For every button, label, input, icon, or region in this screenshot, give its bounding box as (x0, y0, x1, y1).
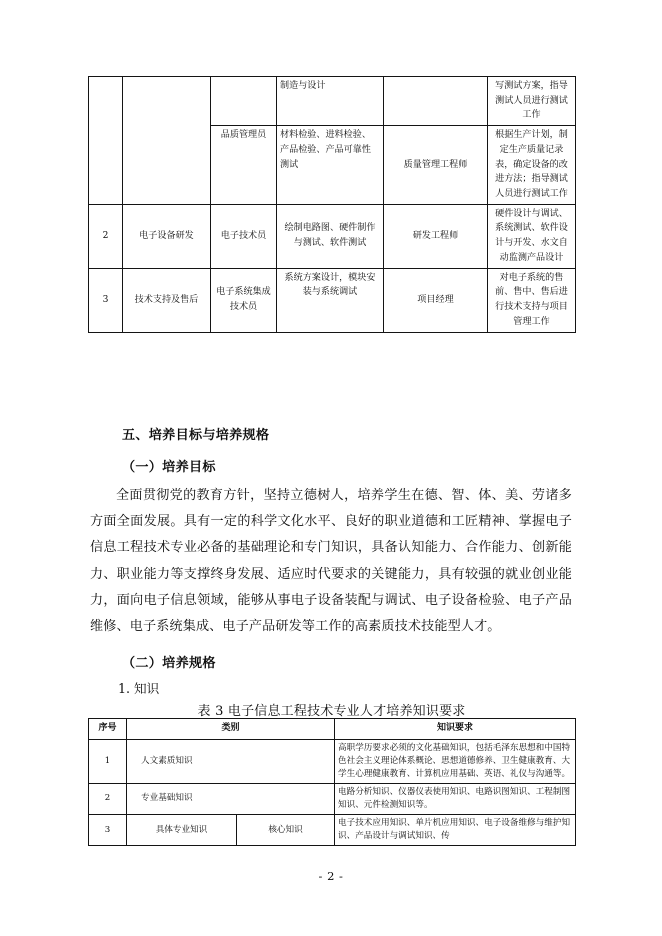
cell-task: 制造与设计 (277, 77, 384, 126)
cell-field (123, 77, 211, 205)
cell-career: 质量管理工程师 (384, 126, 488, 205)
training-objective-paragraph: 全面贯彻党的教育方针，坚持立德树人，培养学生在德、智、体、美、劳诸多方面全面发展。具有一定的科学文化水平、良好的职业道德和工匠精神、掌握电子信息工程技术专业必备的基础理论和专门知识，具备认知能力、合作能力、创新能力、职业能力等支撑终身发展、适应时代要求的关键能力，具有较强的就业创业能力，面向电子信息领域，能够从事电子设备装配与调试、电子设备检验、电子产品维修、电子系统集成、电子产品研发等工作的高素质技术技能型人才。 (90, 488, 572, 635)
cell-requirement: 电子技术应用知识、单片机应用知识、电子设备维修与维护知识、产品设计与调试知识、传 (335, 814, 576, 845)
cell-task: 系统方案设计，模块安装与系统调试 (277, 268, 384, 332)
cell-post: 电子系统集成技术员 (211, 268, 277, 332)
table-row (89, 204, 576, 268)
cell-seq: 2 (89, 204, 123, 268)
cell-ability: 写测试方案，指导测试人员进行测试工作 (488, 77, 576, 126)
cell-career (384, 77, 488, 126)
cell-task: 绘制电路图、硬件制作与测试、软件测试 (277, 204, 384, 268)
column-header-requirement: 知识要求 (335, 719, 576, 740)
cell-subcategory: 核心知识 (237, 814, 335, 845)
list-item-knowledge: 1. 知识 (118, 681, 160, 696)
table-row (89, 783, 576, 814)
cell-seq (89, 77, 123, 205)
cell-seq: 3 (89, 268, 123, 332)
cell-category: 具体专业知识 (127, 814, 237, 845)
cell-task: 材料检验、进料检验、产品检验、产品可靠性测试 (277, 126, 384, 205)
cell-post (211, 77, 277, 126)
cell-category: 人文素质知识 (127, 739, 335, 783)
cell-field: 技术支持及售后 (123, 268, 211, 332)
table-header-row (89, 719, 576, 740)
cell-requirement: 电路分析知识、仪器仪表使用知识、电路识图知识、工程制图知识、元件检测知识等。 (335, 783, 576, 814)
subsection-heading-two: （二）培养规格 (122, 656, 216, 671)
column-header-seq: 序号 (89, 719, 127, 740)
cell-career: 研发工程师 (384, 204, 488, 268)
cell-seq: 3 (89, 814, 127, 845)
table-3-caption: 表 3 电子信息工程技术专业人才培养知识要求 (197, 704, 466, 719)
knowledge-requirements-table (88, 718, 576, 846)
cell-ability: 硬件设计与调试、系统测试、软件设计与开发、水文自动监测产品设计 (488, 204, 576, 268)
cell-ability: 对电子系统的售前、售中、售后进行技术支持与项目管理工作 (488, 268, 576, 332)
table-row (89, 739, 576, 783)
section-heading-five: 五、培养目标与培养规格 (122, 428, 270, 443)
table-row (89, 814, 576, 845)
cell-field: 电子设备研发 (123, 204, 211, 268)
cell-post: 电子技术员 (211, 204, 277, 268)
cell-seq: 1 (89, 739, 127, 783)
cell-requirement: 高职学历要求必须的文化基础知识，包括毛泽东思想和中国特色社会主义理论体系概论、思想道德修养、卫生健康教育、大学生心理健康教育、计算机应用基础、英语、礼仪与沟通等。 (335, 739, 576, 783)
table-row (89, 268, 576, 332)
column-header-category: 类别 (127, 719, 335, 740)
cell-career: 项目经理 (384, 268, 488, 332)
cell-post: 品质管理员 (211, 126, 277, 205)
cell-category: 专业基础知识 (127, 783, 335, 814)
table-row (89, 77, 576, 126)
page-number-footer: - 2 - (318, 869, 344, 883)
cell-seq: 2 (89, 783, 127, 814)
cell-ability: 根据生产计划，制定生产质量记录表，确定设备的改进方法；指导测试人员进行测试工作 (488, 126, 576, 205)
job-position-table-continued (88, 76, 576, 333)
subsection-heading-one: （一）培养目标 (122, 460, 216, 475)
